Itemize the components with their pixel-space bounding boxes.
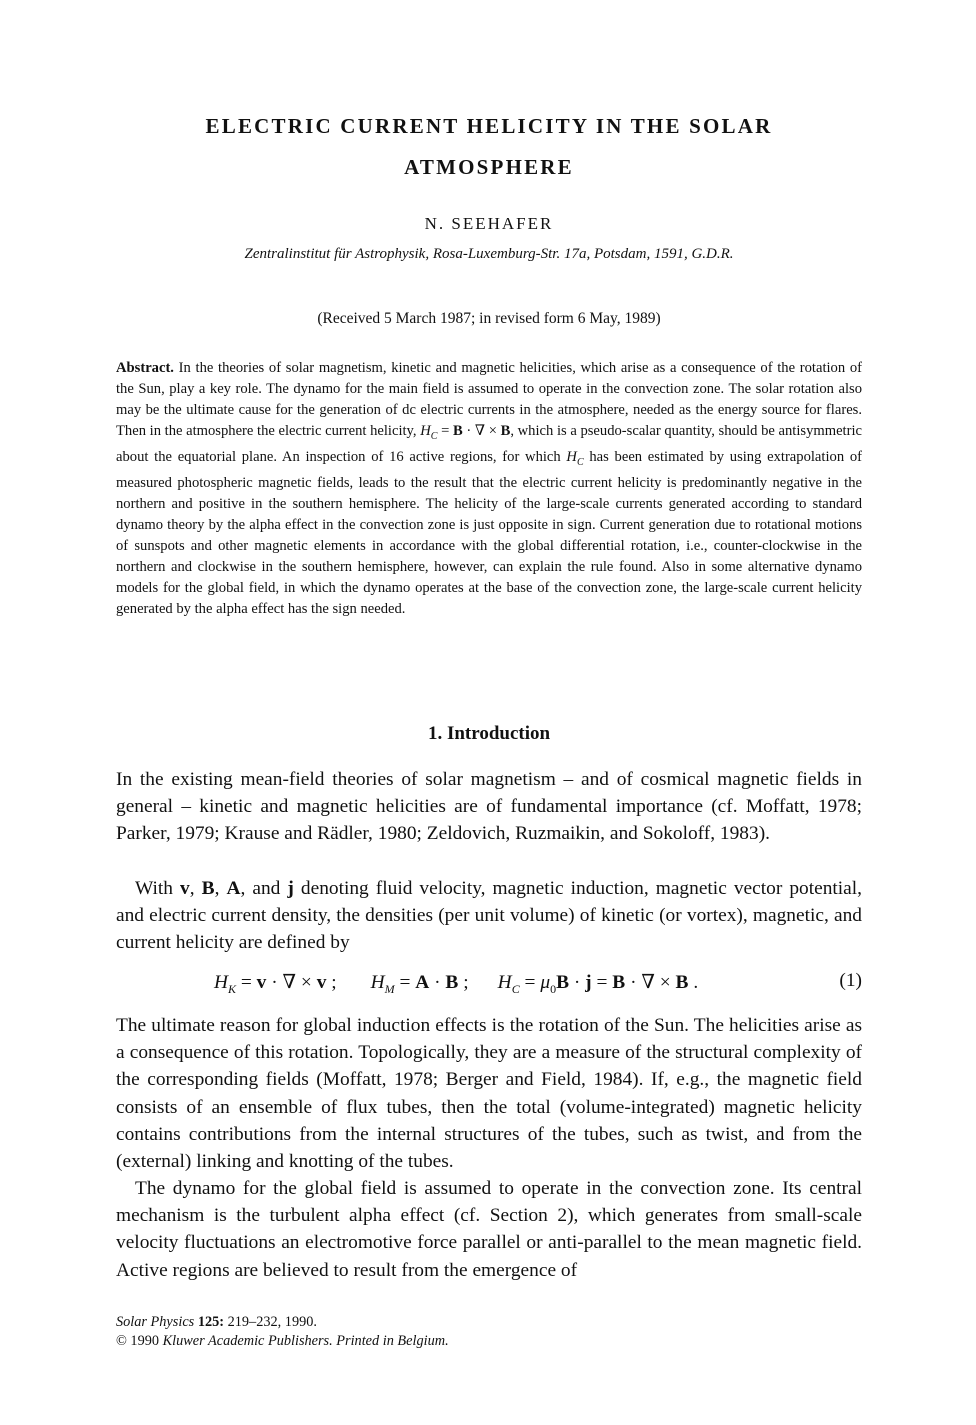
received-date: (Received 5 March 1987; in revised form 6 May, 1989) — [317, 310, 661, 327]
equation-1 — [116, 970, 862, 1000]
equation-formula: $H_K = v$ · ∇ × v ; $H_M = A \cdot B$ ; $H_C = \mu_0B \cdot j = B$ · ∇ × B . — [214, 972, 699, 996]
p2-text-a: With — [135, 878, 181, 899]
p2-text-b: denoting fluid velocity, magnetic induction, magnetic vector potential, and electric current density, the densities (per unit volume) of kinetic (or vortex), magnetic, and current helicity are defined by — [116, 878, 863, 954]
journal-citation — [116, 1313, 862, 1332]
copyright-year: © 1990 — [116, 1333, 160, 1349]
intro-paragraph-2: With v, B, A, and j denoting fluid velocity, magnetic induction, magnetic vector potential, and electric current density, the densities (per unit volume) of kinetic (or vortex), magnetic, and current helicity are defined by — [116, 878, 863, 954]
abstract-text-1: In the theories of solar magnetism, kinetic and magnetic helicities, which arise as a consequence of the rotation of the Sun, play a key role. The dynamo for the main field is assumed to operate in the convection zone. The solar rotation also may be the ultimate cause for the generation of dc electric currents in the atmosphere, needed as the energy source for flares. Then in the atmosphere the electric current helicity, — [116, 360, 862, 439]
journal-name: Solar Physics — [116, 1314, 195, 1330]
equation-number: (1) — [839, 970, 862, 991]
intro-paragraph-1: In the existing mean-field theories of solar magnetism – and of cosmical magnetic fields in general – kinetic and magnetic helicities are of fundamental importance (cf. Moffatt, 1978; Parker, 1979; Krause and Rädler, 1980; Zeldovich, Ruzmaikin, and Sokoloff, 1983). — [116, 769, 862, 845]
abstract-text-2: , which is a pseudo-scalar quantity, should be antisymmetric about the equatorial plane. An inspection of 16 active regions, for which — [116, 423, 863, 465]
author: N. SEEHAFER — [424, 214, 554, 233]
section-heading: 1. Introduction — [427, 723, 551, 744]
affiliation: Zentralinstitut für Astrophysik, Rosa-Luxemburg-Str. 17a, Potsdam, 1591, G.D.R. — [244, 246, 734, 262]
intro-paragraph-3: The ultimate reason for global induction effects is the rotation of the Sun. The helicities arise as a consequence of this rotation. Topologically, they are a measure of the structural complexity of the corresponding fields (Moffatt, 1978; Berger and Field, 1984). If, e.g., the magnetic field consists of an ensemble of flux tubes, then the total (volume-integrated) magnetic helicity contains contributions from the internal structures of the tubes, such as twist, and from the (external) linking and knotting of the tubes. — [116, 1015, 862, 1173]
abstract: Abstract. In the theories of solar magnetism, kinetic and magnetic helicities, which arise as a consequence of the rotation of the Sun, play a key role. The dynamo for the main field is assumed to operate in the convection zone. The solar rotation also may be the ultimate cause for the generation of dc electric currents in the atmosphere, needed as the energy source for flares. Then in the atmosphere the electric current helicity, $H_C = B$ · ∇ × B, which is a pseudo-scalar quantity, should be antisymmetric about the equatorial plane. An inspection of 16 active regions, for which $H_C$ has been estimated by using extrapolation of measured photospheric magnetic fields, leads to the result that the electric current helicity is predominantly negative in the northern and positive in the southern hemisphere. The helicity of the large-scale currents generated according to standard dynamo theory by the alpha effect in the convection zone is just opposite in sign. Current generation due to rotational motions of sunspots and other magnetic elements in accordance with the global differential rotation, i.e., counter-clockwise in the northern and clockwise in the southern hemisphere, however, can explain the rule found. Also in some alternative dynamo models for the global field, in which the dynamo operates at the base of the convection zone, the large-scale current helicity generated by the alpha effect has the sign needed. — [116, 360, 863, 617]
abstract-label: Abstract. — [116, 360, 174, 376]
journal-pages: 219–232, 1990. — [224, 1314, 317, 1330]
footer — [116, 1313, 862, 1351]
journal-volume: 125: — [197, 1314, 225, 1330]
publisher: Kluwer Academic Publishers. Printed in Belgium. — [162, 1333, 449, 1349]
paper-title — [116, 106, 862, 188]
intro-paragraph-4: The dynamo for the global field is assumed to operate in the convection zone. Its central mechanism is the turbulent alpha effect (cf. Section 2), which generates from small-scale velocity fluctuations an electromotive force parallel or anti-parallel to the mean magnetic field. Active regions are believed to result from the emergence of — [116, 1178, 862, 1281]
copyright — [116, 1332, 862, 1351]
title-line-2: ATMOSPHERE — [404, 155, 574, 179]
title-line-1: ELECTRIC CURRENT HELICITY IN THE SOLAR — [205, 114, 773, 138]
abstract-text-3: has been estimated by using extrapolation of measured photospheric magnetic fields, leads to the result that the electric current helicity is predominantly negative in the northern and positive in the southern hemisphere. The helicity of the large-scale currents generated according to standard dynamo theory by the alpha effect in the convection zone is just opposite in sign. Current generation due to rotational motions of sunspots and other magnetic elements in accordance with the global differential rotation, i.e., counter-clockwise in the northern and clockwise in the southern hemisphere, however, can explain the rule found. Also in some alternative dynamo models for the global field, in which the dynamo operates at the base of the convection zone, the large-scale current helicity generated by the alpha effect has the sign needed. — [116, 448, 862, 617]
